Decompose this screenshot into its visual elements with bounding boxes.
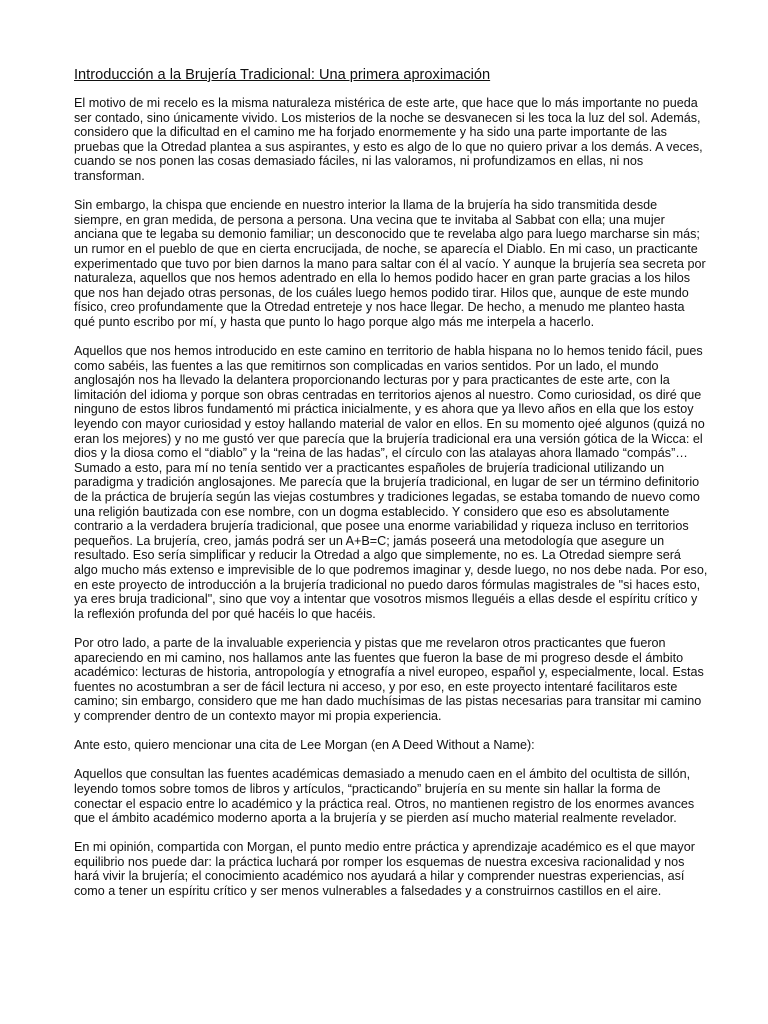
paragraph-5: Ante esto, quiero mencionar una cita de Lee Morgan (en A Deed Without a Name): (74, 738, 535, 753)
paragraph-7: En mi opinión, compartida con Morgan, el punto medio entre práctica y aprendizaje académico es el que mayor equilibrio nos puede dar: la práctica luchará por romper los esquemas de nuestra excesiva racionalidad y nos hará vivir la brujería; el conocimiento académico nos ayudará a hilar y comprender nuestras experiencias, así como a tener un espíritu crítico y ser menos vulnerables a falsedades y a construirnos castillos en el aire. (74, 840, 695, 899)
paragraph-4: Por otro lado, a parte de la invaluable experiencia y pistas que me revelaron otros practicantes que fueron apareciendo en mi camino, nos hallamos ante las fuentes que fueron la base de mi progreso desde el ámbito académico: lecturas de historia, antropología y etnografía a nivel europeo, español y, especialmente, local. Estas fuentes no acostumbran a ser de fácil lectura ni acceso, y por eso, en este proyecto intentaré facilitaros este camino; sin embargo, considero que me han dado muchísimas de las pistas necesarias para transitar mi camino y comprender dentro de un contexto mayor mi propia experiencia. (74, 635, 704, 723)
document-page (74, 66, 708, 913)
paragraph-1: El motivo de mi recelo es la misma naturaleza mistérica de este arte, que hace que lo más importante no pueda ser contado, sino únicamente vivido. Los misterios de la noche se desvanecen si les toca la luz del sol. Además, considero que la dificultad en el camino me ha forjado enormemente y ha sido una parte importante de las pruebas que la Otredad plantea a sus aspirantes, y esto es algo de lo que no quiero privar a los demás. A veces, cuando se nos ponen las cosas demasiado fáciles, ni las valoramos, ni profundizamos en ellas, ni nos transforman. (74, 96, 703, 183)
document-title: Introducción a la Brujería Tradicional: Una primera aproximación (74, 67, 491, 83)
quote-paragraph: Aquellos que consultan las fuentes académicas demasiado a menudo caen en el ámbito del ocultista de sillón, leyendo tomos sobre tomos de libros y artículos, “practicando” brujería en su mente sin hallar la forma de conectar el espacio entre lo académico y la práctica real. Otros, no mantienen registro de los enormes avances que el ámbito académico moderno aporta a la brujería y se pierden así mucho material realmente revelador. (74, 767, 695, 826)
paragraph-2: Sin embargo, la chispa que enciende en nuestro interior la llama de la brujería ha sido transmitida desde siempre, en gran medida, de persona a persona. Una vecina que te invitaba al Sabbat con ella; una mujer anciana que te legaba su demonio familiar; un desconocido que te revelaba algo para luego marcharse sin más; un rumor en el pueblo de que en cierta encrucijada, de noche, se aparecía el Diablo. En mi caso, un practicante experimentado que tuvo por bien darnos la mano para saltar con él al vacío. Y aunque la brujería sea secreta por naturaleza, aquellos que nos hemos adentrado en ella lo hemos podido hacer en gran parte gracias a los hilos que nos han dejado otras personas, de los cuáles luego hemos podido tirar. Hilos que, aunque de este mundo físico, creo profundamente que la Otredad entreteje y nos hace llegar. De hecho, a menudo me planteo hasta qué punto escribo por mí, y hasta que punto lo hago porque algo más me interpela a hacerlo. (74, 198, 706, 329)
paragraph-3: Aquellos que nos hemos introducido en este camino en territorio de habla hispana no lo hemos tenido fácil, pues como sabéis, las fuentes a las que remitirnos son complicadas en varios sentidos. Por un lado, el mundo anglosajón nos ha llevado la delantera proporcionando lecturas por y para practicantes de este arte, con la limitación del idioma y porque son obras centradas en territorios ajenos al nuestro. Como curiosidad, os diré que ninguno de estos libros fundamentó mi práctica inicialmente, y es ahora que ya llevo años en ella que los estoy leyendo con mayor curiosidad y estoy hallando material de valor en ellos. En su momento ojeé algunos (quizá no eran los mejores) y no me gustó ver que parecía que la brujería tradicional era una versión gótica de la Wicca: el dios y la diosa como el “diablo” y la “reina de las hadas”, el círculo con las atalayas ahora llamado “compás”… Sumado a esto, para mí no tenía sentido ver a practicantes españoles de brujería tradicional utilizando un paradigma y tradición anglosajones. Me parecía que la brujería tradicional, en lugar de ser un término definitorio de la práctica de brujería según las viejas costumbres y tradiciones legadas, se estaba tomando de nuevo como una religión bautizada con ese nombre, con un dogma establecido. Y considero que eso es absolutamente contrario a la verdadera brujería tradicional, que posee una enorme variabilidad y riqueza incluso en territorios pequeños. La brujería, creo, jamás podrá ser un A+B=C; jamás poseerá una metodología que asegure un resultado. Eso sería simplificar y reducir la Otredad a algo que simplemente, no es. La Otredad siempre será algo mucho más extenso e imprevisible de lo que podremos imaginar y, desde luego, no nos debe nada. Por eso, en este proyecto de introducción a la brujería tradicional no puedo daros fórmulas magistrales de "si haces esto, ya eres bruja tradicional", sino que voy a intentar que vosotros mismos lleguéis a ellas desde el espíritu crítico y la reflexión profunda del por qué hacéis lo que hacéis. (74, 344, 708, 621)
